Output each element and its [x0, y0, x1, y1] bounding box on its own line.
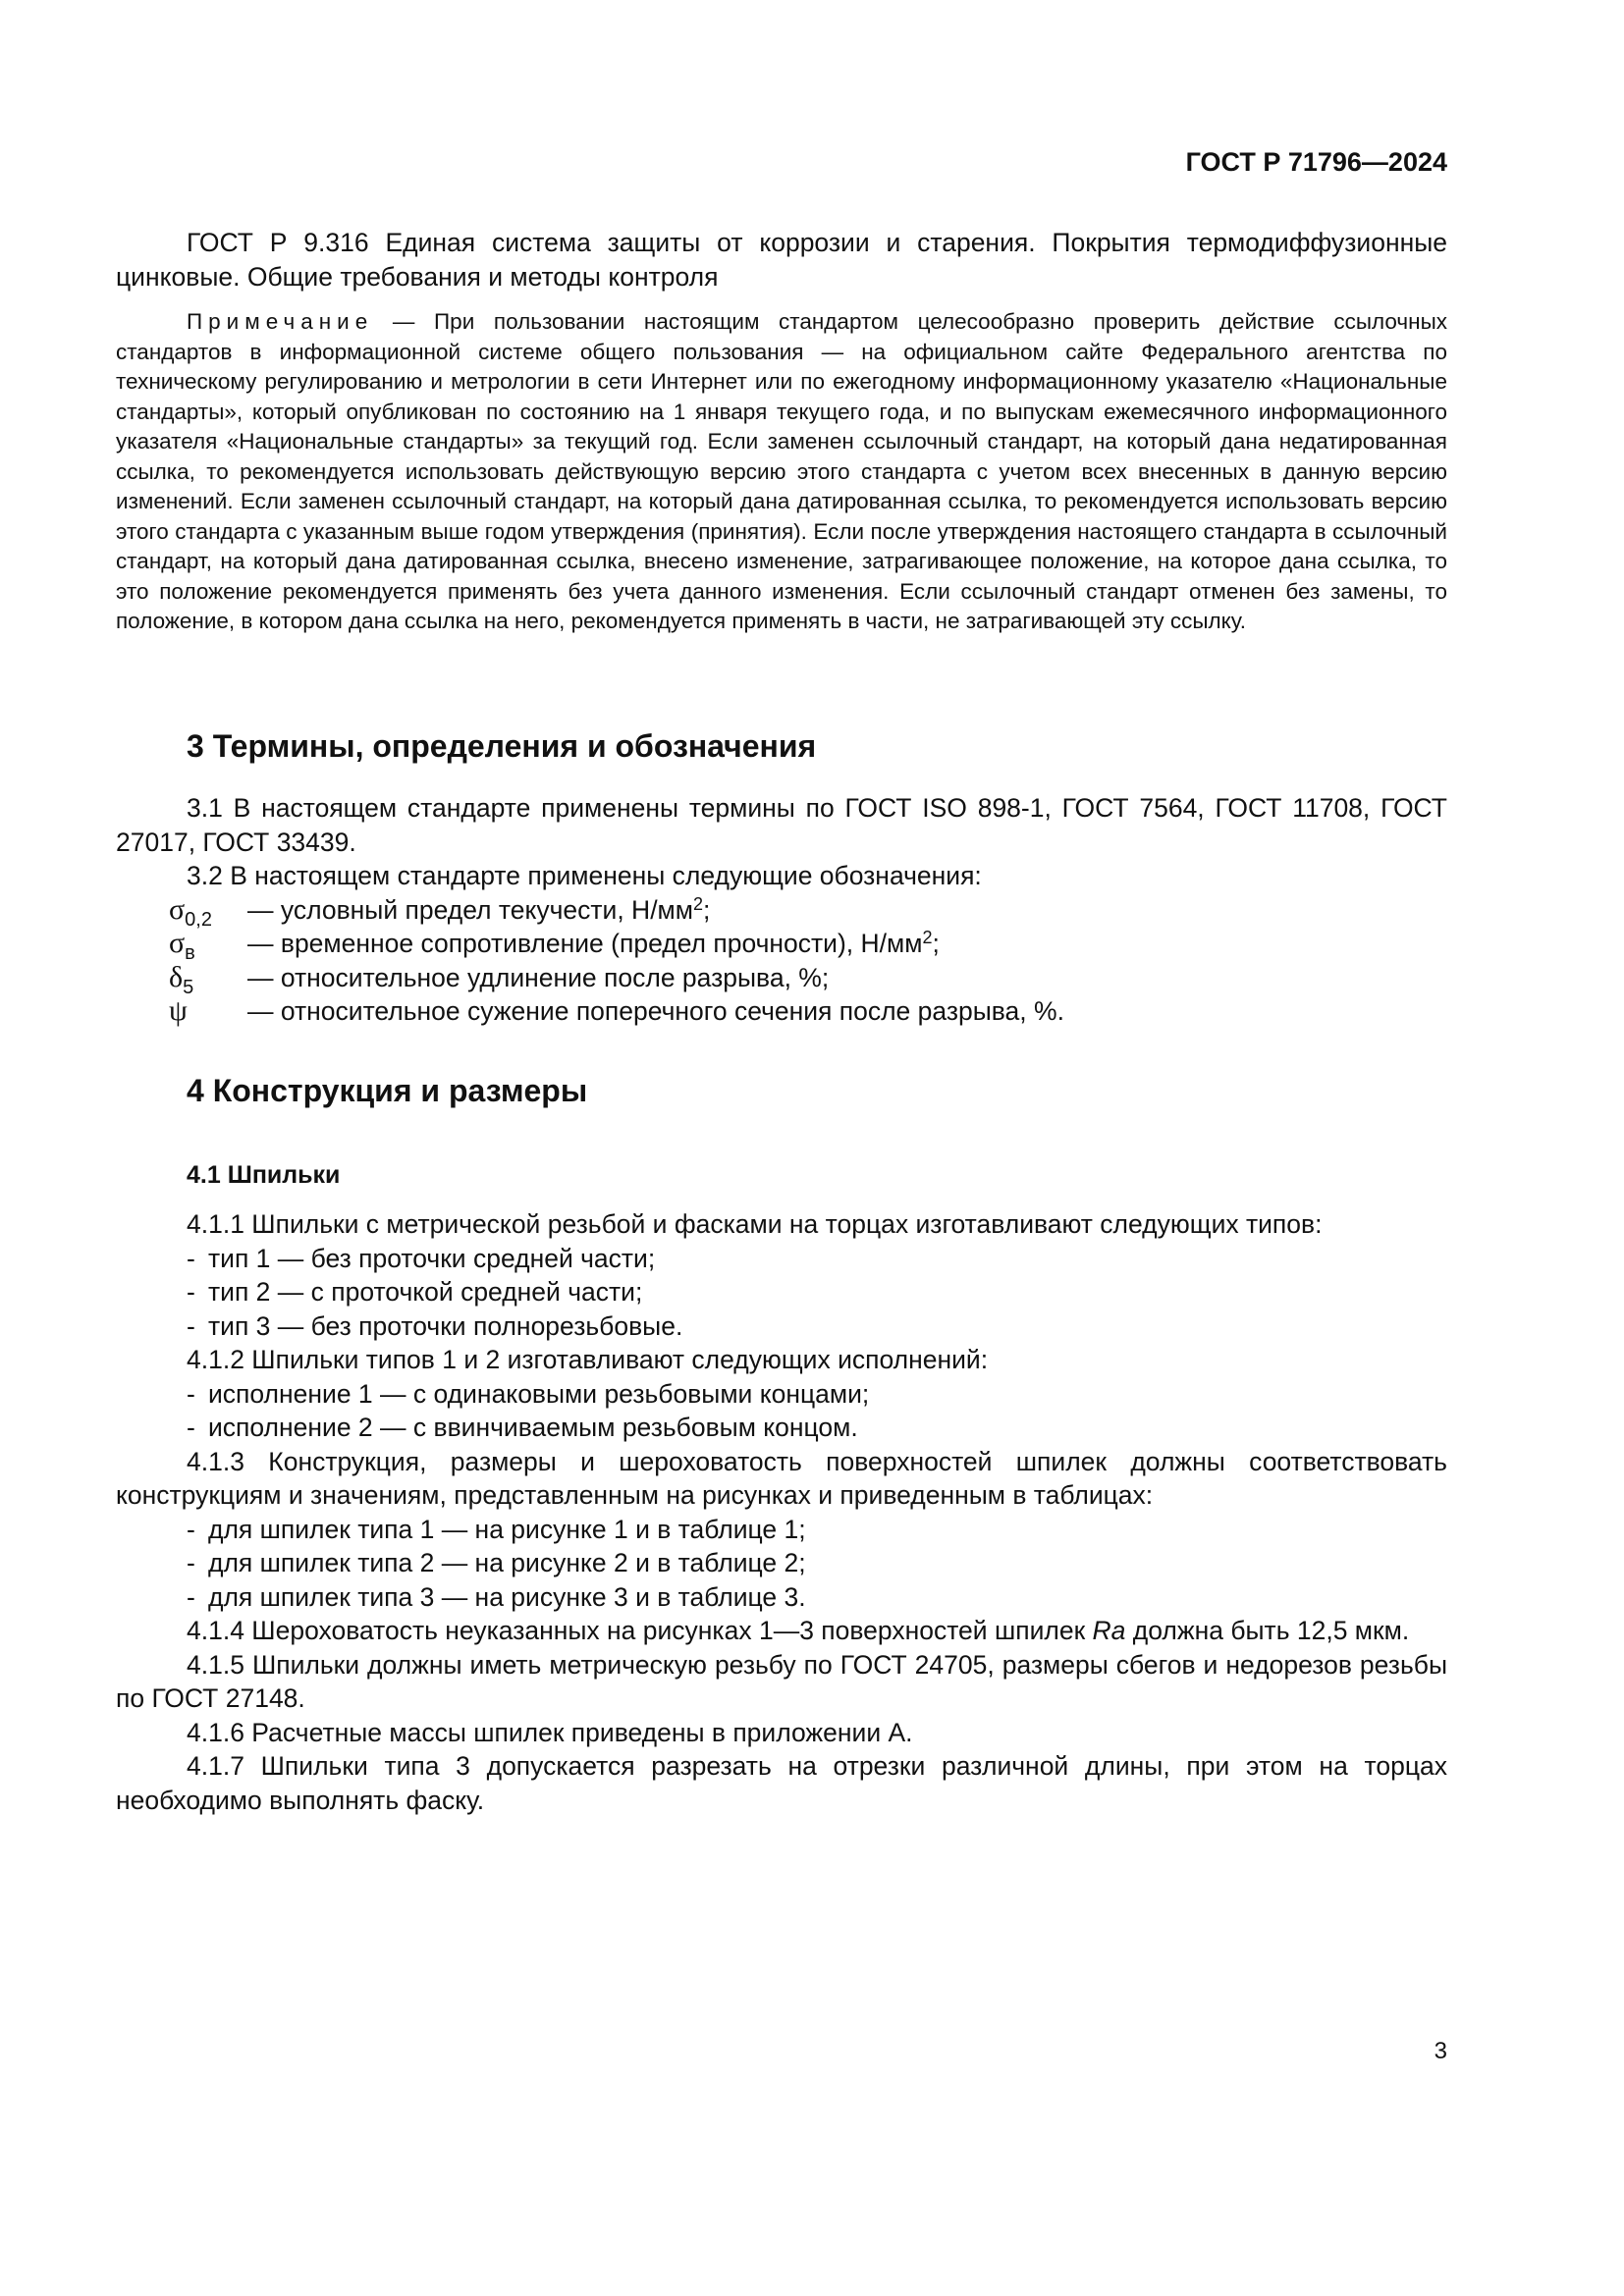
list-item: - исполнение 2 — с ввинчиваемым резьбовым концом.: [116, 1411, 1447, 1445]
list-dash: -: [187, 1378, 195, 1409]
roughness-symbol: Ra: [1092, 1616, 1126, 1645]
list-item: - тип 2 — с проточкой средней части;: [116, 1275, 1447, 1309]
document-header: ГОСТ Р 71796—2024: [1185, 147, 1447, 177]
symbol: $\sigma_{0,2}$: [169, 892, 212, 931]
para-4-1-1: 4.1.1 Шпильки с метрической резьбой и фасками на торцах изготавливают следующих типов:: [187, 1209, 1323, 1239]
list-dash: -: [187, 1581, 195, 1612]
symbol-row: [116, 960, 1447, 998]
list-item: - исполнение 1 — с одинаковыми резьбовыми концами;: [116, 1377, 1447, 1412]
symbol-description: — условный предел текучести, $Н/мм^2$;: [247, 893, 711, 925]
symbol-row: [116, 927, 1447, 964]
list-dash: -: [187, 1310, 195, 1341]
reference-entry: ГОСТ Р 9.316 Единая система защиты от коррозии и старения. Покрытия термодиффузионные цинковые. Общие требования и методы контроля: [116, 228, 1447, 292]
symbol-description: — относительное удлинение после разрыва, %;: [247, 962, 830, 992]
para-3-2: 3.2 В настоящем стандарте применены следующие обозначения:: [187, 861, 982, 890]
symbol-row: [116, 994, 1447, 1029]
list-dash: -: [187, 1548, 195, 1577]
list-dash: -: [187, 1277, 195, 1307]
subsection-4-1-title: 4.1 Шпильки: [187, 1161, 341, 1189]
list-item: - для шпилек типа 3 — на рисунке 3 и в таблице 3.: [116, 1580, 1447, 1615]
list-item: - тип 1 — без проточки средней части;: [116, 1242, 1447, 1276]
para-3-1: 3.1 В настоящем стандарте применены термины по ГОСТ ISO 898-1, ГОСТ 7564, ГОСТ 11708, ГОСТ 27017, ГОСТ 33439.: [116, 793, 1447, 857]
section-4-body: [116, 1207, 1447, 1817]
list-dash: -: [187, 1413, 195, 1442]
para-4-1-3: 4.1.3 Конструкция, размеры и шероховатость поверхностей шпилек должны соответствовать конструкциям и значениям, представленным на рисунках и приведенным в таблицах:: [116, 1446, 1447, 1510]
note-text: — При пользовании настоящим стандартом целесообразно проверить действие ссылочных стандартов в информационной системе общего пользования — на официальном сайте Федерального агентства по техническому регулированию и метрологии в сети Интернет или по ежегодному информационному указателю «Национальные стандарты», который опубликован по состоянию на 1 января текущего года, и по выпускам ежемесячного информационного указателя «Национальные стандарты» за текущий год. Если заменен ссылочный стандарт, на который дана недатированная ссылка, то рекомендуется использовать действующую версию этого стандарта с учетом всех внесенных в данную версию изменений. Если заменен ссылочный стандарт, на который дана датированная ссылка, то рекомендуется использовать версию этого стандарта с указанным выше годом утверждения (принятия). Если после утверждения настоящего стандарта в ссылочный стандарт, на который дана датированная ссылка, внесено изменение, затрагивающее положение, на которое дана ссылка, то это положение рекомендуется применять без учета данного изменения. Если ссылочный стандарт отменен без замены, то положение, в котором дана ссылка на него, рекомендуется применять в части, не затрагивающей эту ссылку.: [116, 309, 1447, 633]
list-dash: -: [187, 1243, 195, 1273]
para-4-1-6: 4.1.6 Расчетные массы шпилек приведены в приложении А.: [187, 1717, 913, 1747]
para-4-1-7: 4.1.7 Шпильки типа 3 допускается разрезать на отрезки различной длины, при этом на торцах необходимо выполнять фаску.: [116, 1751, 1447, 1815]
symbol: ψ: [169, 994, 188, 1027]
section-3-title: 3 Термины, определения и обозначения: [187, 728, 817, 764]
list-item: - для шпилек типа 1 — на рисунке 1 и в таблице 1;: [116, 1513, 1447, 1547]
references-block: [116, 226, 1447, 637]
section-3-body: [116, 791, 1447, 1029]
symbol: $\delta_5$: [169, 960, 194, 998]
symbol-description: — временное сопротивление (предел прочности), $Н/мм^2$;: [247, 928, 940, 958]
symbol-description: — относительное сужение поперечного сечения после разрыва, %.: [247, 996, 1064, 1026]
para-4-1-5: 4.1.5 Шпильки должны иметь метрическую резьбу по ГОСТ 24705, размеры сбегов и недорезов резьбы по ГОСТ 27148.: [116, 1649, 1447, 1713]
page-number: 3: [1434, 2038, 1447, 2064]
list-item: - для шпилек типа 2 — на рисунке 2 и в таблице 2;: [116, 1546, 1447, 1580]
para-4-1-4: 4.1.4 Шероховатость неуказанных на рисунках 1—3 поверхностей шпилек Ra должна быть 12,5 мкм.: [187, 1616, 1410, 1645]
para-4-1-2: 4.1.2 Шпильки типов 1 и 2 изготавливают следующих исполнений:: [187, 1345, 989, 1374]
list-item: - тип 3 — без проточки полнорезьбовые.: [116, 1309, 1447, 1344]
note-paragraph: [116, 307, 1447, 637]
note-label: Примечание: [187, 309, 374, 334]
symbol-row: [116, 892, 1447, 931]
section-4-title: 4 Конструкция и размеры: [187, 1073, 588, 1108]
list-dash: -: [187, 1514, 195, 1544]
symbol: $\sigma_в$: [169, 927, 195, 964]
